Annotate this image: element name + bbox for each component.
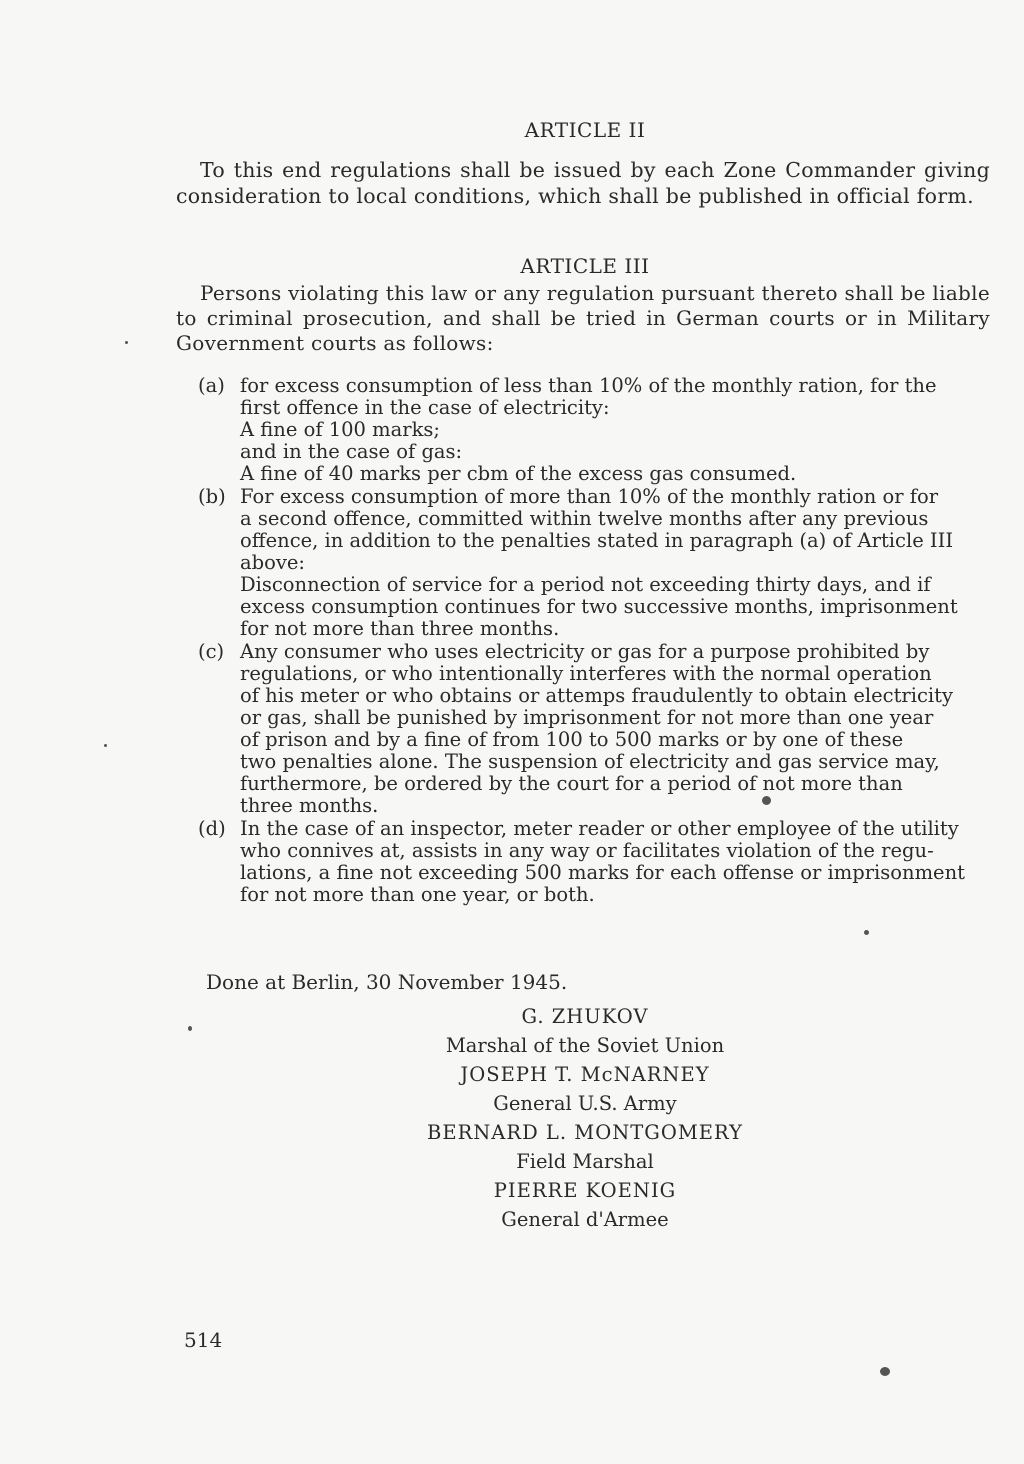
- scan-speck: [864, 930, 869, 935]
- signatory-name: PIERRE KOENIG: [493, 1179, 677, 1202]
- item-marker: (c): [198, 640, 225, 663]
- item-line: In the case of an inspector, meter reader or other employee of the utility: [240, 817, 959, 840]
- item-marker: (d): [198, 817, 226, 840]
- scan-speck: [188, 1026, 192, 1031]
- page-number: 514: [184, 1328, 223, 1352]
- list-item: [198, 375, 998, 485]
- item-line: or gas, shall be punished by imprisonment for not more than one year: [240, 706, 934, 729]
- item-marker: (a): [198, 374, 225, 397]
- item-line: for excess consumption of less than 10% of the monthly ration, for the: [240, 374, 937, 397]
- item-line: Any consumer who uses electricity or gas for a purpose prohibited by: [240, 640, 930, 663]
- item-line: above:: [240, 551, 305, 574]
- item-line: A fine of 40 marks per cbm of the excess gas consumed.: [240, 462, 797, 485]
- article-ii-heading: ARTICLE II: [524, 118, 646, 142]
- item-marker: (b): [198, 485, 226, 508]
- list-item: [198, 641, 998, 817]
- signatures-block: [380, 1003, 790, 1235]
- signatory-name: JOSEPH T. McNARNEY: [460, 1063, 710, 1086]
- item-line: lations, a fine not exceeding 500 marks for each offense or imprisonment: [240, 861, 965, 884]
- item-line: for not more than one year, or both.: [240, 883, 595, 906]
- signatory-title: Marshal of the Soviet Union: [445, 1034, 725, 1057]
- scan-speck: [880, 1367, 890, 1376]
- article-iii-intro: Persons violating this law or any regulation pursuant thereto shall be liable to criminal prosecution, and shall be tried in German courts or in Military Government courts as follows:: [176, 281, 990, 355]
- list-item: [198, 486, 998, 640]
- penalty-list: [198, 375, 998, 907]
- item-line: and in the case of gas:: [240, 440, 463, 463]
- item-line: for not more than three months.: [240, 617, 560, 640]
- item-line: regulations, or who intentionally interferes with the normal operation: [240, 662, 932, 685]
- signatory-name: BERNARD L. MONTGOMERY: [427, 1121, 743, 1144]
- item-line: excess consumption continues for two successive months, imprisonment: [240, 595, 958, 618]
- signatory-title: General U.S. Army: [493, 1092, 677, 1115]
- item-line: of his meter or who obtains or attemps fraudulently to obtain electricity: [240, 684, 953, 707]
- article-ii-text: To this end regulations shall be issued by each Zone Commander giving consideration to local conditions, which shall be published in official form.: [176, 158, 990, 208]
- item-line: furthermore, be ordered by the court for a period of not more than: [240, 772, 903, 795]
- signatory-title: Field Marshal: [516, 1150, 654, 1173]
- item-line: of prison and by a fine of from 100 to 500 marks or by one of these: [240, 728, 904, 751]
- item-line: two penalties alone. The suspension of electricity and gas service may,: [240, 750, 940, 773]
- item-line: a second offence, committed within twelve months after any previous: [240, 507, 929, 530]
- item-line: A fine of 100 marks;: [240, 418, 440, 441]
- article-iii-heading: ARTICLE III: [520, 254, 650, 278]
- signatory-name: G. ZHUKOV: [521, 1005, 649, 1028]
- item-line: first offence in the case of electricity:: [240, 396, 610, 419]
- item-line: Disconnection of service for a period not exceeding thirty days, and if: [240, 573, 931, 596]
- scan-speck: [762, 796, 771, 805]
- signatory-title: General d'Armee: [501, 1208, 669, 1231]
- item-line: three months.: [240, 794, 379, 817]
- item-line: who connives at, assists in any way or facilitates violation of the regu-: [240, 839, 934, 862]
- item-line: For excess consumption of more than 10% of the monthly ration or for: [240, 485, 939, 508]
- scan-speck: [125, 341, 128, 344]
- list-item: [198, 818, 998, 906]
- closing-date-line: Done at Berlin, 30 November 1945.: [206, 970, 568, 994]
- item-line: offence, in addition to the penalties stated in paragraph (a) of Article III: [240, 529, 954, 552]
- scan-speck: [104, 744, 107, 747]
